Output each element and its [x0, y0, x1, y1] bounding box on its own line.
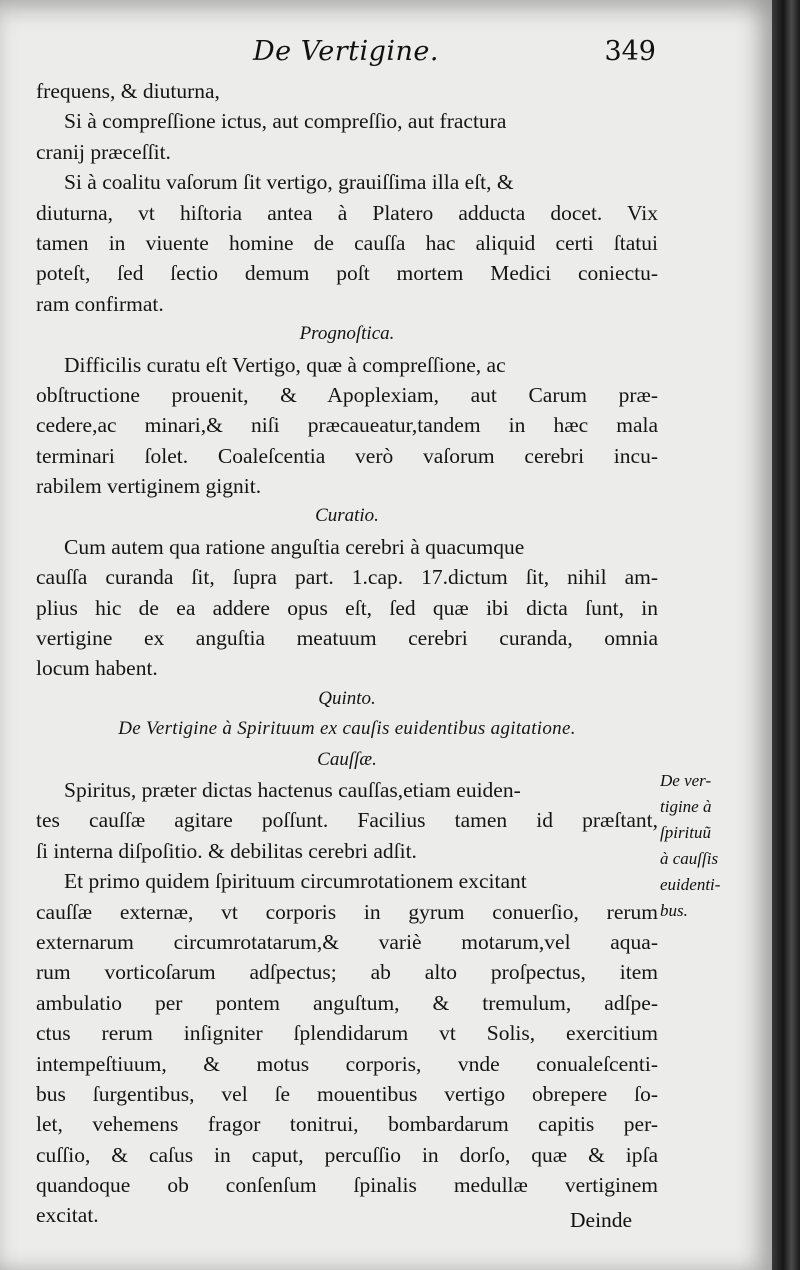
text-line: diuturna, vt hiſtoria antea à Platero adducta docet. Vix — [36, 200, 658, 225]
book-page-edge — [772, 0, 800, 1270]
text-line: ſi interna diſpoſitio. & debilitas cerebri adſit. — [36, 838, 417, 863]
text-line: Si à compreſſione ictus, aut compreſſio, aut fractura — [64, 109, 507, 134]
text-line: bus ſurgentibus, vel ſe mouentibus vertigo obrepere ſo- — [36, 1081, 658, 1106]
text-line: cranij præceſſit. — [36, 139, 171, 164]
section-heading-quinto: Quinto. — [318, 687, 376, 709]
page-number: 349 — [604, 36, 656, 67]
text-line: Et primo quidem ſpirituum circumrotationem excitant — [64, 869, 527, 894]
text-line: Difficilis curatu eſt Vertigo, quæ à compreſſione, ac — [64, 352, 506, 377]
text-line: tes cauſſæ agitare poſſunt. Facilius tamen id præſtant, — [36, 808, 658, 833]
margin-note-line: ſpirituũ — [660, 823, 712, 842]
margin-note-line: bus. — [660, 901, 688, 920]
body-text — [36, 76, 658, 1231]
margin-note-line: De ver- — [660, 771, 712, 790]
text-line: poteſt, ſed ſectio demum poſt mortem Medici coniectu- — [36, 261, 658, 286]
text-line: Si à coalitu vaſorum ſit vertigo, grauiſſima illa eſt, & — [64, 170, 514, 195]
text-line: let, vehemens fragor tonitrui, bombardarum capitis per- — [36, 1112, 658, 1137]
text-line: ram confirmat. — [36, 291, 164, 316]
section-heading-caussae: Cauſſæ. — [317, 748, 377, 770]
text-line: Cum autem qua ratione anguſtia cerebri à quacumque — [64, 534, 525, 559]
text-line: cedere,ac minari,& niſi præcaueatur,tandem in hæc mala — [36, 413, 658, 438]
text-line: cuſſio, & caſus in caput, percuſſio in dorſo, quæ & ipſa — [36, 1142, 658, 1167]
margin-note — [660, 768, 760, 924]
text-line: frequens, & diuturna, — [36, 79, 220, 103]
text-line: externarum circumrotatarum,& variè motarum,vel aqua- — [36, 929, 658, 954]
text-line: locum habent. — [36, 656, 158, 681]
section-subheading: De Vertigine à Spirituum ex cauſis euidentibus agitatione. — [118, 718, 576, 740]
margin-note-line: à cauſſis — [660, 849, 719, 868]
text-line: Spiritus, præter dictas hactenus cauſſas,etiam euiden- — [64, 777, 521, 802]
text-line: cauſſæ externæ, vt corporis in gyrum conuerſio, rerum — [36, 899, 658, 924]
text-line: rum vorticoſarum adſpectus; ab alto proſpectus, item — [36, 960, 658, 985]
text-line: quandoque ob conſenſum ſpinalis medullæ vertiginem — [36, 1173, 658, 1198]
text-line: rabilem vertiginem gignit. — [36, 474, 262, 499]
section-heading-prognostica: Prognoſtica. — [299, 323, 395, 345]
text-line: terminari ſolet. Coaleſcentia verò vaſorum cerebri incu- — [36, 443, 658, 468]
text-line: cauſſa curanda ſit, ſupra part. 1.cap. 17.dictum ſit, nihil am- — [36, 565, 658, 590]
text-line: intempeſtiuum, & motus corporis, vnde conualeſcenti- — [36, 1051, 658, 1076]
text-line: vertigine ex anguſtia meatuum cerebri curanda, omnia — [36, 626, 658, 651]
margin-note-line: euidenti- — [660, 875, 721, 894]
running-head — [36, 36, 656, 76]
section-heading-curatio: Curatio. — [315, 505, 379, 527]
running-title: De Vertigine. — [253, 36, 439, 67]
margin-note-line: tigine à — [660, 797, 712, 816]
text-line: ambulatio per pontem anguſtum, & tremulum, adſpe- — [36, 990, 658, 1015]
text-line: tamen in viuente homine de cauſſa hac aliquid certi ſtatui — [36, 230, 658, 255]
catchword: Deinde — [570, 1208, 633, 1232]
text-line: obſtructione prouenit, & Apoplexiam, aut Carum præ- — [36, 382, 658, 407]
text-line: excitat. — [36, 1203, 99, 1228]
text-line: plius hic de ea addere opus eſt, ſed quæ ibi dicta ſunt, in — [36, 595, 658, 620]
text-line: ctus rerum inſigniter ſplendidarum vt Solis, exercitium — [36, 1021, 658, 1046]
